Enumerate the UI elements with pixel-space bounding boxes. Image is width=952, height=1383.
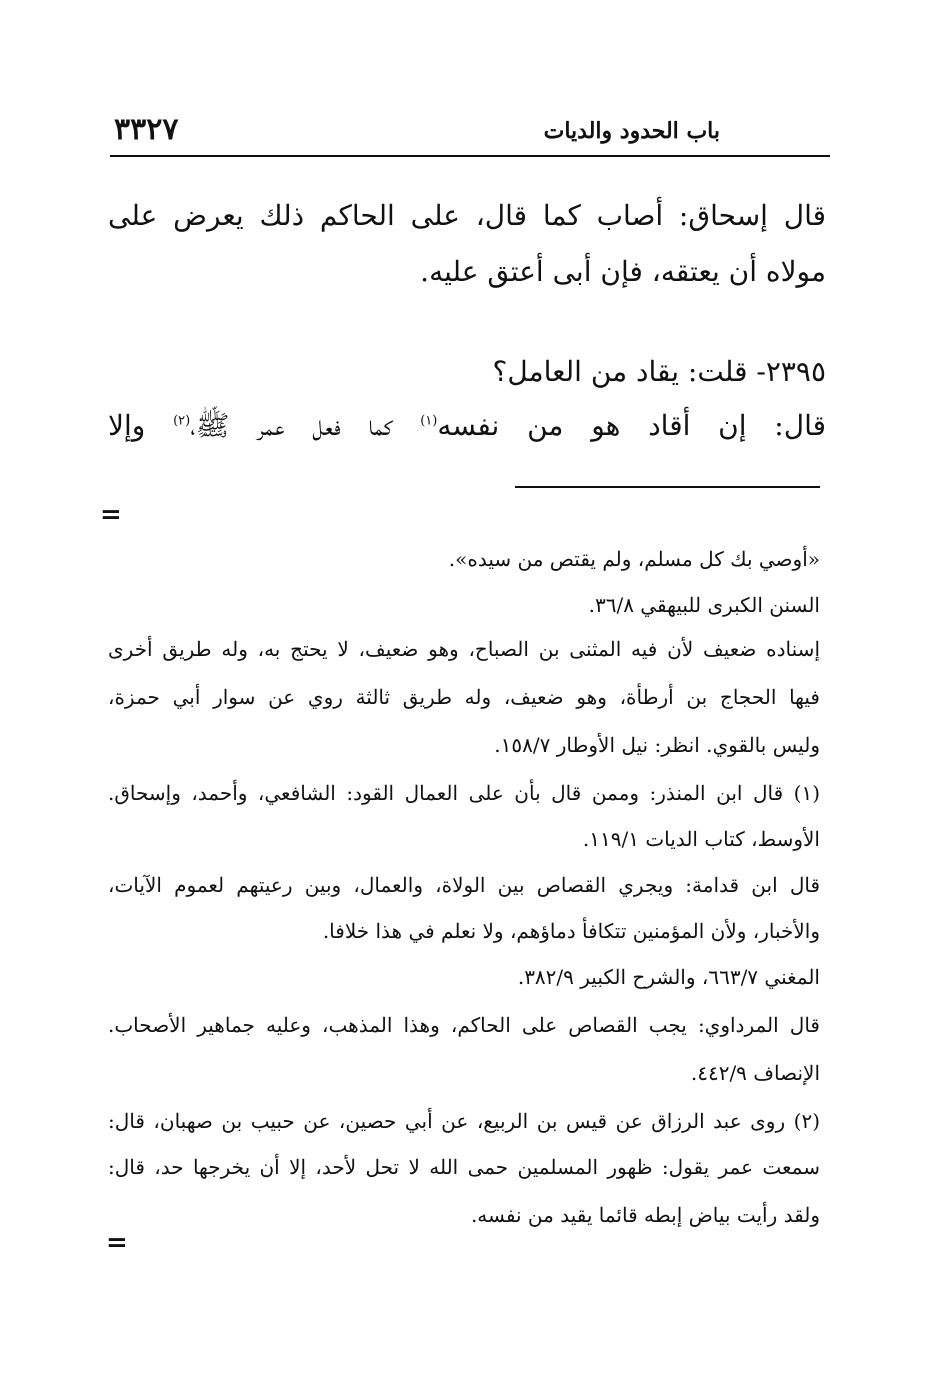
footnote-1-line: قال ابن قدامة: ويجري القصاص بين الولاة، والعمال، وبين رعيتهم لعموم الآيات، — [108, 873, 820, 897]
body-line-1: قال إسحاق: أصاب كما قال، على الحاكم ذلك يعرض على — [108, 199, 826, 232]
footnote-line: وليس بالقوي. انظر: نيل الأوطار ١٥٨/٧. — [494, 733, 820, 757]
question-heading: ٢٣٩٥- قلت: يقاد من العامل؟ — [492, 355, 826, 388]
body-line-2: مولاه أن يعتقه، فإن أبى أعتق عليه. — [420, 255, 826, 288]
footnote-2-line: (٢) روى عبد الرزاق عن قيس بن الربيع، عن أبي حصين، عن حبيب بن صهبان، قال: — [108, 1109, 820, 1133]
chapter-title: باب الحدود والديات — [543, 118, 720, 144]
footnote-2-line: ولقد رأيت بياض إبطه قائما يقيد من نفسه. — [470, 1203, 820, 1227]
footnote-1-line: والأخبار، ولأن المؤمنين تتكافأ دماؤهم، ولا نعلم في هذا خلافا. — [322, 919, 820, 943]
footnote-ref-2[interactable]: (٢) — [173, 413, 191, 429]
answer-text-2: كما فعل عمر ﷺ، — [190, 409, 421, 442]
page-number: ٣٣٢٧ — [114, 112, 179, 147]
footnote-line: السنن الكبرى للبيهقي ٣٦/٨. — [588, 593, 820, 617]
footnote-2-line: سمعت عمر يقول: ظهور المسلمين حمى الله لا تحل لأحد، إلا أن يخرجها حد، قال: — [108, 1155, 820, 1179]
continuation-mark-bottom: = — [106, 1228, 128, 1258]
answer-text-3: وإلا — [108, 409, 174, 442]
footnote-1-line: الإنصاف ٤٤٢/٩. — [690, 1061, 820, 1085]
running-header — [110, 112, 830, 156]
footnote-1-line: الأوسط، كتاب الديات ١١٩/١. — [582, 827, 820, 851]
continuation-mark-top: = — [100, 500, 122, 530]
answer-line — [108, 406, 826, 446]
footnote-1-line: (١) قال ابن المنذر: وممن قال بأن على العمال القود: الشافعي، وأحمد، وإسحاق. — [108, 781, 820, 805]
footnote-separator — [515, 486, 820, 488]
footnote-line: «أوصي بك كل مسلم، ولم يقتص من سيده». — [448, 547, 820, 571]
footnote-line: إسناده ضعيف لأن فيه المثنى بن الصباح، وهو ضعيف، لا يحتج به، وله طريق أخرى — [108, 637, 820, 661]
footnote-1-line: المغني ٦٦٣/٧، والشرح الكبير ٣٨٢/٩. — [517, 965, 820, 989]
footnote-ref-1[interactable]: (١) — [420, 413, 438, 429]
header-rule — [110, 155, 830, 157]
footnote-1-line: قال المرداوي: يجب القصاص على الحاكم، وهذا المذهب، وعليه جماهير الأصحاب. — [108, 1013, 820, 1037]
answer-text-1: قال: إن أقاد هو من نفسه — [437, 409, 826, 442]
footnote-line: فيها الحجاج بن أرطأة، وهو ضعيف، وله طريق ثالثة روي عن سوار أبي حمزة، — [108, 685, 820, 709]
